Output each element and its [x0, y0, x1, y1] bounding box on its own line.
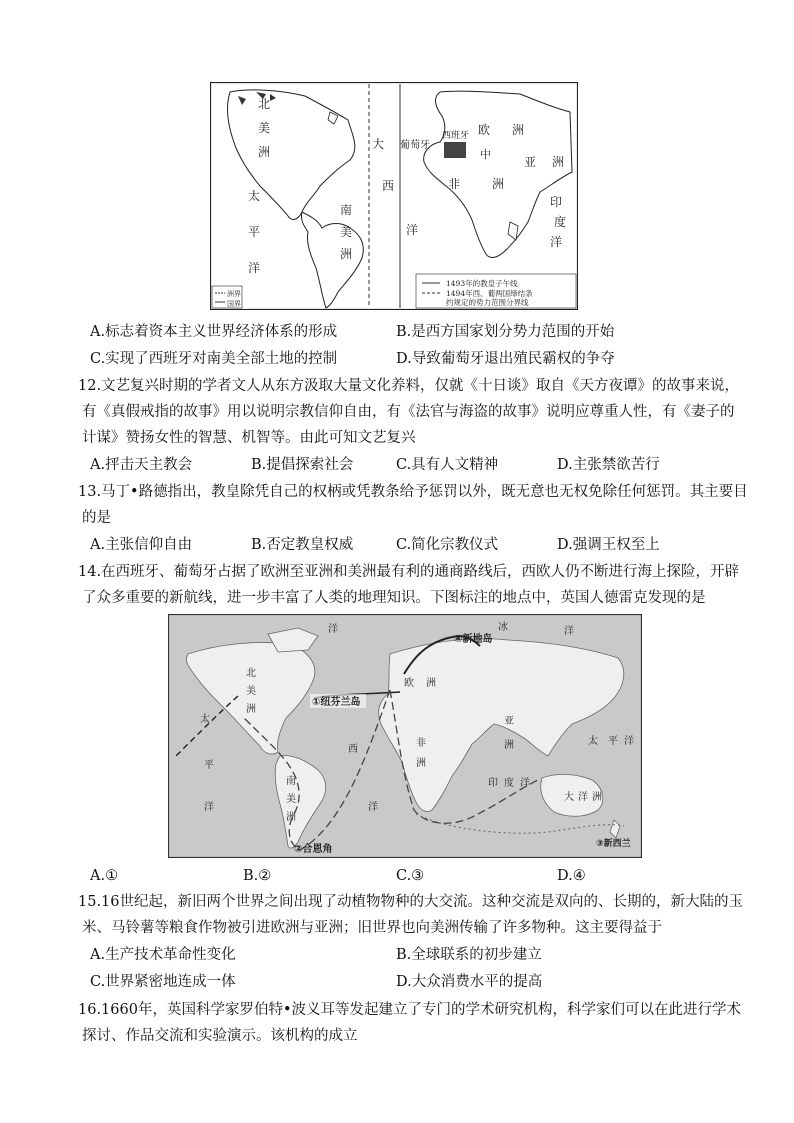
q11-option-d[interactable]: D.导致葡萄牙退出殖民霸权的争夺 [396, 351, 615, 367]
label-pac-1: 太 [248, 189, 261, 203]
legend-left-1: 洲界 [227, 290, 241, 298]
marker-4-novaya-zemlya: ④新地岛 [454, 634, 493, 645]
label-africa-2: 洲 [492, 177, 505, 191]
q15-line-2: 米、马铃薯等粮食作物被引进欧洲与亚洲；旧世界也向美洲传输了许多物种。这主要得益于 [82, 920, 662, 936]
q12-option-d[interactable]: D.主张禁欲苦行 [557, 457, 660, 473]
label-sa-2: 美 [340, 225, 353, 239]
label-europe-1: 欧 [478, 123, 491, 137]
m2-north-3: 洋 [564, 626, 574, 637]
label-portugal: 葡萄牙 [400, 140, 430, 151]
label-indian-2: 度 [554, 215, 567, 229]
label-pac-2: 平 [248, 225, 261, 239]
legend-left-2: 国界 [227, 300, 241, 308]
q14-option-d[interactable]: D.④ [557, 868, 586, 884]
label-na-3: 洲 [258, 145, 271, 159]
m2-na-3: 洲 [246, 704, 256, 715]
map-new-routes [168, 614, 642, 858]
label-europe-2: 洲 [512, 123, 525, 137]
label-na-2: 美 [258, 121, 271, 135]
q15-line-1: 15.16世纪起，新旧两个世界之间出现了动植物物种的大交流。这种交流是双向的、长期的，新大陆的玉 [78, 894, 744, 910]
label-zhong: 中 [480, 148, 491, 161]
m2-indian-2: 度 [504, 778, 514, 789]
q13-option-c[interactable]: C.简化宗教仪式 [396, 537, 499, 553]
m2-atl-1: 西 [348, 744, 358, 755]
q11-option-a[interactable]: A.标志着资本主义世界经济体系的形成 [90, 324, 338, 340]
map-papal-line [210, 82, 578, 310]
m2-africa-1: 非 [416, 738, 426, 749]
m2-europe-1: 欧 [404, 678, 414, 689]
label-asia-2: 洲 [552, 155, 565, 169]
label-africa-1: 非 [448, 177, 461, 191]
m2-africa-2: 洲 [416, 758, 426, 769]
m2-oceania-1: 大 [564, 792, 574, 803]
m2-sa-1: 南 [286, 776, 296, 787]
q15-option-d[interactable]: D.大众消费水平的提高 [396, 974, 543, 990]
m2-indian-1: 印 [488, 778, 498, 789]
m2-pac-r-1: 太 [588, 736, 598, 747]
m2-atl-2: 洋 [368, 802, 378, 813]
q12-option-b[interactable]: B.提倡探索社会 [251, 457, 354, 473]
q14-option-c[interactable]: C.③ [396, 868, 425, 884]
m2-asia-2: 洲 [504, 740, 514, 751]
m2-pac-l-3: 洋 [204, 802, 214, 813]
q13-option-a[interactable]: A.主张信仰自由 [90, 537, 193, 553]
m2-na-2: 美 [246, 686, 256, 697]
label-indian-1: 印 [550, 195, 563, 209]
m2-na-1: 北 [246, 668, 256, 679]
q14-option-a[interactable]: A.① [90, 868, 119, 884]
q15-option-a[interactable]: A.生产技术革命性变化 [90, 947, 236, 963]
m2-sa-2: 美 [286, 794, 296, 805]
m2-pac-r-3: 洋 [624, 736, 634, 747]
q13-option-b[interactable]: B.否定教皇权威 [251, 537, 354, 553]
label-atl-3: 洋 [406, 223, 419, 237]
label-atl-1: 大 [372, 137, 385, 151]
q13-line-2: 的是 [82, 510, 111, 526]
marker-2-cape-horn: ②合恩角 [294, 844, 333, 855]
q13-option-d[interactable]: D.强调王权至上 [557, 537, 660, 553]
q14-option-b[interactable]: B.② [243, 868, 272, 884]
label-sa-1: 南 [340, 203, 353, 217]
label-pac-3: 洋 [248, 261, 261, 275]
label-sa-3: 洲 [340, 247, 353, 261]
m2-pac-l-2: 平 [204, 760, 214, 771]
label-na-1: 北 [258, 97, 271, 111]
m2-north-1: 洋 [328, 624, 338, 635]
m2-pac-l-1: 太 [200, 714, 210, 725]
q15-option-c[interactable]: C.世界紧密地连成一体 [90, 974, 236, 990]
q12-line-3: 计谋》赞扬女性的智慧、机智等。由此可知文艺复兴 [82, 430, 416, 446]
q13-line-1: 13.马丁•路德指出，教皇除凭自己的权柄或凭教条给予惩罚以外，既无意也无权免除任何惩罚。其主要目 [78, 484, 748, 500]
m2-oceania-3: 洲 [592, 792, 602, 803]
m2-north-2: 冰 [498, 622, 508, 633]
marker-3-new-zealand: ③新西兰 [596, 839, 631, 849]
q16-line-1: 16.1660年，英国科学家罗伯特•波义耳等发起建立了专门的学术研究机构，科学家们可以在此进行学术 [78, 1002, 742, 1018]
q14-line-1: 14.在西班牙、葡萄牙占据了欧洲至亚洲和美洲最有利的通商路线后，西欧人仍不断进行海上探险，开辟 [78, 564, 740, 580]
q15-option-b[interactable]: B.全球联系的初步建立 [396, 947, 542, 963]
q12-option-a[interactable]: A.抨击天主教会 [90, 457, 193, 473]
m2-asia-1: 亚 [504, 716, 514, 727]
q12-line-2: 有《真假戒指的故事》用以说明宗教信仰自由，有《法官与海盗的故事》说明应尊重人性，有《妻子的 [82, 404, 735, 420]
m2-pac-r-2: 平 [608, 736, 618, 747]
label-asia-1: 亚 [524, 155, 537, 169]
q16-line-2: 探讨、作品交流和实验演示。该机构的成立 [82, 1028, 358, 1044]
q11-option-c[interactable]: C.实现了西班牙对南美全部土地的控制 [90, 351, 338, 367]
m2-europe-2: 洲 [426, 678, 436, 689]
marker-1-newfoundland: ①纽芬兰岛 [312, 697, 361, 708]
q14-line-2: 了众多重要的新航线，进一步丰富了人类的地理知识。下图标注的地点中，英国人德雷克发现的是 [82, 590, 706, 606]
label-spain: 西班牙 [442, 131, 470, 141]
m2-oceania-2: 洋 [578, 792, 588, 803]
q11-option-b[interactable]: B.是西方国家划分势力范围的开始 [396, 324, 615, 340]
m2-indian-3: 洋 [520, 778, 530, 789]
label-atl-2: 西 [382, 179, 395, 193]
q12-option-c[interactable]: C.具有人文精神 [396, 457, 499, 473]
q12-line-1: 12.文艺复兴时期的学者文人从东方汲取大量文化养料，仅就《十日谈》取自《天方夜谭》的故事来说， [78, 378, 740, 394]
legend-right-2: 1494年西、葡两国缔结条 [446, 289, 533, 298]
legend-right-1: 1493年的教皇子午线 [446, 279, 518, 288]
label-indian-3: 洋 [550, 235, 563, 249]
legend-right-3: 约规定的势力范围分界线 [446, 298, 529, 307]
m2-sa-3: 洲 [286, 812, 296, 823]
